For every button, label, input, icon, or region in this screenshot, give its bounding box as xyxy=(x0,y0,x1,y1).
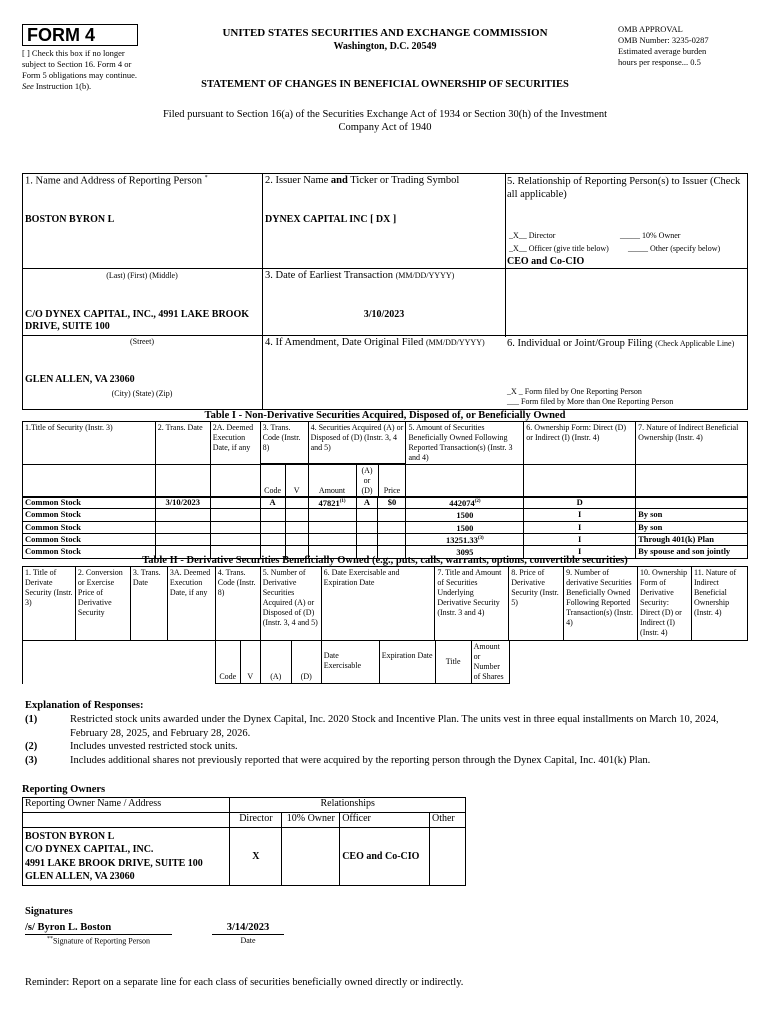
reporting-person-name: BOSTON BYRON L xyxy=(25,214,115,225)
divider xyxy=(22,268,506,269)
box1-label xyxy=(25,175,208,187)
owner-address-line: 4991 LAKE BROOK DRIVE, SUITE 100 xyxy=(25,857,203,869)
table1-header xyxy=(22,421,748,465)
table-row xyxy=(23,533,748,545)
table2-subheader xyxy=(22,640,748,684)
t1-cell-text: 3095 xyxy=(456,547,474,558)
agency-location: Washington, D.C. 20549 xyxy=(333,41,437,52)
reporting-person-city: GLEN ALLEN, VA 23060 xyxy=(25,374,135,385)
form-title: FORM 4 xyxy=(22,24,138,46)
footnote-number: (2) xyxy=(25,741,38,752)
t1-cell-deemed xyxy=(210,521,260,533)
reporting-person-street: C/O DYNEX CAPITAL, INC., 4991 LAKE BROOK DRIVE, SUITE 100 xyxy=(25,309,249,332)
t1-cell-deemed xyxy=(210,533,260,545)
omb-hours: hours per response... 0.5 xyxy=(618,57,701,67)
blank-cell xyxy=(636,464,748,498)
footnote-text: Restricted stock units awarded under the Dynex Capital, Inc. 2020 Stock and Incentive Plan. The units vest in three equal installments on March 10, 2024, February 28, 2025, and February 28, 2026. xyxy=(70,714,719,739)
signature-label xyxy=(25,936,172,946)
t1-cell-aord xyxy=(356,533,378,545)
omb-burden: Estimated average burden xyxy=(618,46,707,56)
table1-subheader xyxy=(22,463,748,498)
t1-cell-title xyxy=(23,533,156,545)
t1-cell-aord xyxy=(356,497,378,509)
t1-cell-aord xyxy=(356,521,378,533)
t1-cell-date xyxy=(155,533,210,545)
t2-h2: 2. Conversion or Exercise Price of Derivative Security xyxy=(75,567,130,641)
t1-cell-text: $0 xyxy=(387,497,397,507)
box3-label xyxy=(265,270,454,281)
t1-cell-nature xyxy=(636,497,748,509)
t2-h10: 10. Ownership Form of Derivative Security: Direct (D) or Indirect (I) (Instr. 4) xyxy=(638,567,692,641)
t2-h1: 1. Title of Derivate Security (Instr. 3) xyxy=(23,567,76,641)
t1-sub-amount: Amount xyxy=(308,464,356,498)
t2-sub-d: (D) xyxy=(291,641,321,684)
table2-header xyxy=(22,566,748,641)
t2-h5: 5. Number of Derivative Securities Acquired (A) or Disposed of (D) (Instr. 3, 4 and 5) xyxy=(260,567,321,641)
owner-ten-mark xyxy=(282,828,340,886)
t2-sub-a: (A) xyxy=(260,641,291,684)
owner-officer-title: CEO and Co-CIO xyxy=(340,828,430,886)
t1-h5: 5. Amount of Securities Beneficially Owned Following Reported Transaction(s) (Instr. 3 and 4) xyxy=(406,422,524,465)
signature-date: 3/14/2023 xyxy=(212,921,284,935)
box2-label-and: and xyxy=(330,175,348,186)
omb-approval xyxy=(618,24,758,68)
owner-address-line: GLEN ALLEN, VA 23060 xyxy=(25,871,135,882)
t1-cell-amount xyxy=(308,509,356,521)
divider xyxy=(22,173,23,410)
t1-cell-title xyxy=(23,521,156,533)
t1-cell-code xyxy=(260,521,285,533)
blank-cell xyxy=(524,464,636,498)
t1-cell-text: I xyxy=(578,509,582,520)
statement-title: STATEMENT OF CHANGES IN BENEFICIAL OWNERSHIP OF SECURITIES xyxy=(201,79,569,90)
box2-label xyxy=(265,175,459,186)
table1-body xyxy=(22,496,748,559)
t1-cell-form xyxy=(524,521,636,533)
footnote-item xyxy=(25,713,750,740)
group-filer-option[interactable]: ___ Form filed by More than One Reporting Person xyxy=(507,397,674,406)
filed-pursuant: Filed pursuant to Section 16(a) of the Securities Exchange Act of 1934 or Section 30(h) of the Investment Company Act of 1940 xyxy=(162,109,608,133)
t1-h2: 2. Trans. Date xyxy=(155,422,210,465)
t1-cell-deemed xyxy=(210,509,260,521)
owners-col-officer: Officer xyxy=(340,813,430,828)
divider xyxy=(505,268,748,269)
t1-cell-owned xyxy=(406,533,524,545)
signature-date-label: Date xyxy=(240,936,256,945)
owners-col-other: Other xyxy=(429,813,465,828)
t1-h4: 4. Securities Acquired (A) or Disposed of (D) (Instr. 3, 4 and 5) xyxy=(308,422,406,465)
omb-number: OMB Number: 3235-0287 xyxy=(618,35,709,45)
table-row xyxy=(23,509,748,521)
t1-h2a: 2A. Deemed Execution Date, if any xyxy=(210,422,260,465)
t1-cell-amount xyxy=(308,521,356,533)
t1-sub-price: Price xyxy=(378,464,406,498)
street-legend: (Street) xyxy=(130,337,154,346)
footnote-item xyxy=(25,740,750,754)
footnote-list xyxy=(25,713,750,767)
t1-cell-text: I xyxy=(578,533,582,544)
t1-cell-nature xyxy=(636,533,748,545)
t1-cell-text: I xyxy=(578,546,582,557)
t1-cell-text: 1500 xyxy=(456,522,474,533)
t2-sub-code: Code xyxy=(215,641,240,684)
t1-cell-aord xyxy=(356,509,378,521)
box4-label xyxy=(265,337,485,348)
signatures-title: Signatures xyxy=(25,906,73,917)
name-legend: (Last) (First) (Middle) xyxy=(106,271,178,280)
officer-title: CEO and Co-CIO xyxy=(507,256,585,267)
t1-cell-price xyxy=(378,521,406,533)
blank-cell xyxy=(167,641,215,684)
t1-cell-form xyxy=(524,497,636,509)
table2-title: Table II - Derivative Securities Beneficially Owned (e.g., puts, calls, warrants, options, convertible securities) xyxy=(142,555,628,566)
t1-cell-amount xyxy=(308,533,356,545)
t1-cell-title xyxy=(23,509,156,521)
footnote-marker: (1) xyxy=(339,499,346,504)
officer-checkbox[interactable]: _X__ Officer (give title below) xyxy=(509,244,609,253)
t1-cell-form xyxy=(524,533,636,545)
check-note-text: [ ] Check this box if no longer subject to Section 16. Form 4 or Form 5 obligations may continue. xyxy=(22,48,137,80)
t1-h3: 3. Trans. Code (Instr. 8) xyxy=(260,422,308,465)
signature-marker: ** xyxy=(46,936,53,942)
blank-cell xyxy=(155,464,210,498)
t2-sub-v: V xyxy=(240,641,260,684)
t1-cell-text: 47821 xyxy=(318,497,340,508)
t1-h1: 1.Title of Security (Instr. 3) xyxy=(23,422,156,465)
t1-h7: 7. Nature of Indirect Beneficial Ownership (Instr. 4) xyxy=(636,422,748,465)
blank-cell xyxy=(210,464,260,498)
check-note-see: See xyxy=(22,81,34,91)
divider xyxy=(22,335,748,336)
t1-cell-price xyxy=(378,533,406,545)
t1-cell-owned xyxy=(406,509,524,521)
owners-table xyxy=(22,797,466,886)
t2-h4: 4. Trans. Code (Instr. 8) xyxy=(215,567,260,641)
single-filer-option[interactable]: _X _ Form filed by One Reporting Person xyxy=(507,387,642,396)
t1-cell-date xyxy=(155,509,210,521)
owner-director-mark: X xyxy=(230,828,282,886)
blank-cell xyxy=(509,641,748,684)
t1-cell-form xyxy=(524,509,636,521)
t2-h8: 8. Price of Derivative Security (Instr. 5) xyxy=(509,567,564,641)
t2-sub-amount: Amount or Number of Shares xyxy=(471,641,509,684)
box4-label-sub: (MM/DD/YYYY) xyxy=(425,338,485,347)
t1-cell-text: Through 401(k) Plan xyxy=(638,533,714,544)
owner-address-line: BOSTON BYRON L xyxy=(25,830,115,842)
director-checkbox[interactable]: _X__ Director xyxy=(509,231,556,240)
footnote-marker: (2) xyxy=(474,499,481,504)
t1-cell-text: 1500 xyxy=(456,510,474,521)
t1-cell-v xyxy=(285,521,308,533)
t2-sub-title: Title xyxy=(435,641,471,684)
other-checkbox[interactable]: _____ Other (specify below) xyxy=(628,244,721,253)
box2-label-b: Ticker or Trading Symbol xyxy=(350,175,460,186)
table-row xyxy=(23,497,748,509)
t1-cell-code xyxy=(260,497,285,509)
t1-cell-price xyxy=(378,497,406,509)
t1-cell-date xyxy=(155,497,210,509)
agency-name: UNITED STATES SECURITIES AND EXCHANGE COMMISSION xyxy=(222,27,548,39)
box6-label-text: 6. Individual or Joint/Group Filing xyxy=(507,338,653,349)
t1-cell-text: Common Stock xyxy=(25,497,81,507)
t1-cell-owned xyxy=(406,521,524,533)
blank-cell xyxy=(75,641,130,684)
t1-sub-v: V xyxy=(285,464,308,498)
signature-value: /s/ Byron L. Boston xyxy=(25,921,172,935)
divider xyxy=(262,173,263,410)
t1-cell-v xyxy=(285,533,308,545)
t1-cell-text: Common Stock xyxy=(25,521,81,532)
ten-percent-owner-checkbox[interactable]: _____ 10% Owner xyxy=(620,231,681,240)
table-row xyxy=(23,521,748,533)
box2-label-a: 2. Issuer Name xyxy=(265,175,329,186)
blank-cell xyxy=(130,641,167,684)
t1-cell-code xyxy=(260,533,285,545)
t1-sub-aord: (A) or (D) xyxy=(356,464,378,498)
earliest-transaction-date: 3/10/2023 xyxy=(363,309,405,320)
no-longer-subject-note xyxy=(22,48,150,92)
owners-col-ten: 10% Owner xyxy=(282,813,340,828)
t1-cell-text: Common Stock xyxy=(25,546,81,557)
blank-cell xyxy=(23,464,156,498)
t1-cell-text: By son xyxy=(638,509,663,520)
t1-cell-text: 442074 xyxy=(449,497,475,508)
box1-label-text: 1. Name and Address of Reporting Person xyxy=(25,175,203,187)
t1-h6: 6. Ownership Form: Direct (D) or Indirect (I) (Instr. 4) xyxy=(524,422,636,465)
footnote-number: (1) xyxy=(25,714,38,725)
box3-label-text: 3. Date of Earliest Transaction xyxy=(265,270,394,281)
t1-cell-text: D xyxy=(576,497,583,507)
box6-label-sub: (Check Applicable Line) xyxy=(655,339,735,348)
explanation-title: Explanation of Responses: xyxy=(25,700,144,711)
issuer-name: DYNEX CAPITAL INC [ DX ] xyxy=(265,214,397,225)
owners-col-director: Director xyxy=(230,813,282,828)
t1-cell-text: Common Stock xyxy=(25,509,81,520)
owner-address-line: C/O DYNEX CAPITAL, INC. xyxy=(25,844,154,855)
t1-cell-price xyxy=(378,509,406,521)
t1-cell-text: A xyxy=(269,497,276,507)
footnote-number: (3) xyxy=(25,754,38,766)
divider xyxy=(747,173,748,410)
t1-cell-nature xyxy=(636,509,748,521)
blank-cell xyxy=(23,641,76,684)
t1-cell-date xyxy=(155,521,210,533)
t1-cell-text: 3/10/2023 xyxy=(165,497,201,507)
reminder-text: Reminder: Report on a separate line for each class of securities beneficially owned directly or indirectly. xyxy=(25,977,464,988)
box5-label: 5. Relationship of Reporting Person(s) to Issuer (Check all applicable) xyxy=(507,176,741,200)
t1-cell-code xyxy=(260,509,285,521)
t1-cell-deemed xyxy=(210,497,260,509)
t1-cell-text: I xyxy=(578,521,582,532)
table1-title: Table I - Non-Derivative Securities Acquired, Disposed of, or Beneficially Owned xyxy=(204,410,566,421)
t2-h3a: 3A. Deemed Execution Date, if any xyxy=(167,567,215,641)
footnote-item xyxy=(25,754,750,768)
owners-title: Reporting Owners xyxy=(22,784,106,795)
box6-label xyxy=(507,337,745,350)
t1-cell-owned xyxy=(406,497,524,509)
box1-marker: * xyxy=(204,175,208,181)
t1-cell-text: By spouse and son jointly xyxy=(638,546,731,557)
t1-cell-v xyxy=(285,509,308,521)
footnote-marker: (3) xyxy=(477,535,484,541)
t1-cell-text: Common Stock xyxy=(25,533,81,544)
owners-col-name: Reporting Owner Name / Address xyxy=(23,798,230,813)
owners-col-relationships: Relationships xyxy=(230,798,466,813)
t2-h11: 11. Nature of Indirect Beneficial Ownership (Instr. 4) xyxy=(691,567,747,641)
t1-cell-text: 13251.33 xyxy=(446,534,478,545)
t1-cell-title xyxy=(23,497,156,509)
check-note-instr: Instruction 1(b). xyxy=(35,81,92,91)
t2-h6: 6. Date Exercisable and Expiration Date xyxy=(321,567,435,641)
owner-name-address xyxy=(23,828,230,886)
t2-h9: 9. Number of derivative Securities Beneficially Owned Following Reported Transaction(s) (Instr. 4) xyxy=(564,567,638,641)
footnote-text: Includes unvested restricted stock units. xyxy=(70,741,238,752)
t1-sub-code: Code xyxy=(260,464,285,498)
t1-cell-text: By son xyxy=(638,521,663,532)
t1-cell-nature xyxy=(636,521,748,533)
footnote-text: Includes additional shares not previously reported that were acquired by the reporting person through the Dynex Capital, Inc. 401(k) Plan. xyxy=(70,754,651,766)
city-legend: (City) (State) (Zip) xyxy=(111,389,173,398)
signature-label-text: Signature of Reporting Person xyxy=(52,936,151,946)
t1-cell-amount xyxy=(308,497,356,509)
t1-cell-text: A xyxy=(363,497,371,507)
t2-h3: 3. Trans. Date xyxy=(130,567,167,641)
t2-h7: 7. Title and Amount of Securities Underlying Derivative Security (Instr. 3 and 4) xyxy=(435,567,509,641)
t1-cell-v xyxy=(285,497,308,509)
t2-sub-date-ex: Date Exercisable xyxy=(321,641,379,684)
blank-cell xyxy=(406,464,524,498)
box4-label-text: 4. If Amendment, Date Original Filed xyxy=(265,337,424,348)
box3-label-sub: (MM/DD/YYYY) xyxy=(395,271,455,280)
omb-title: OMB APPROVAL xyxy=(618,24,683,34)
owner-other-mark xyxy=(429,828,465,886)
t2-sub-exp: Expiration Date xyxy=(379,641,435,684)
blank-cell xyxy=(23,813,230,828)
